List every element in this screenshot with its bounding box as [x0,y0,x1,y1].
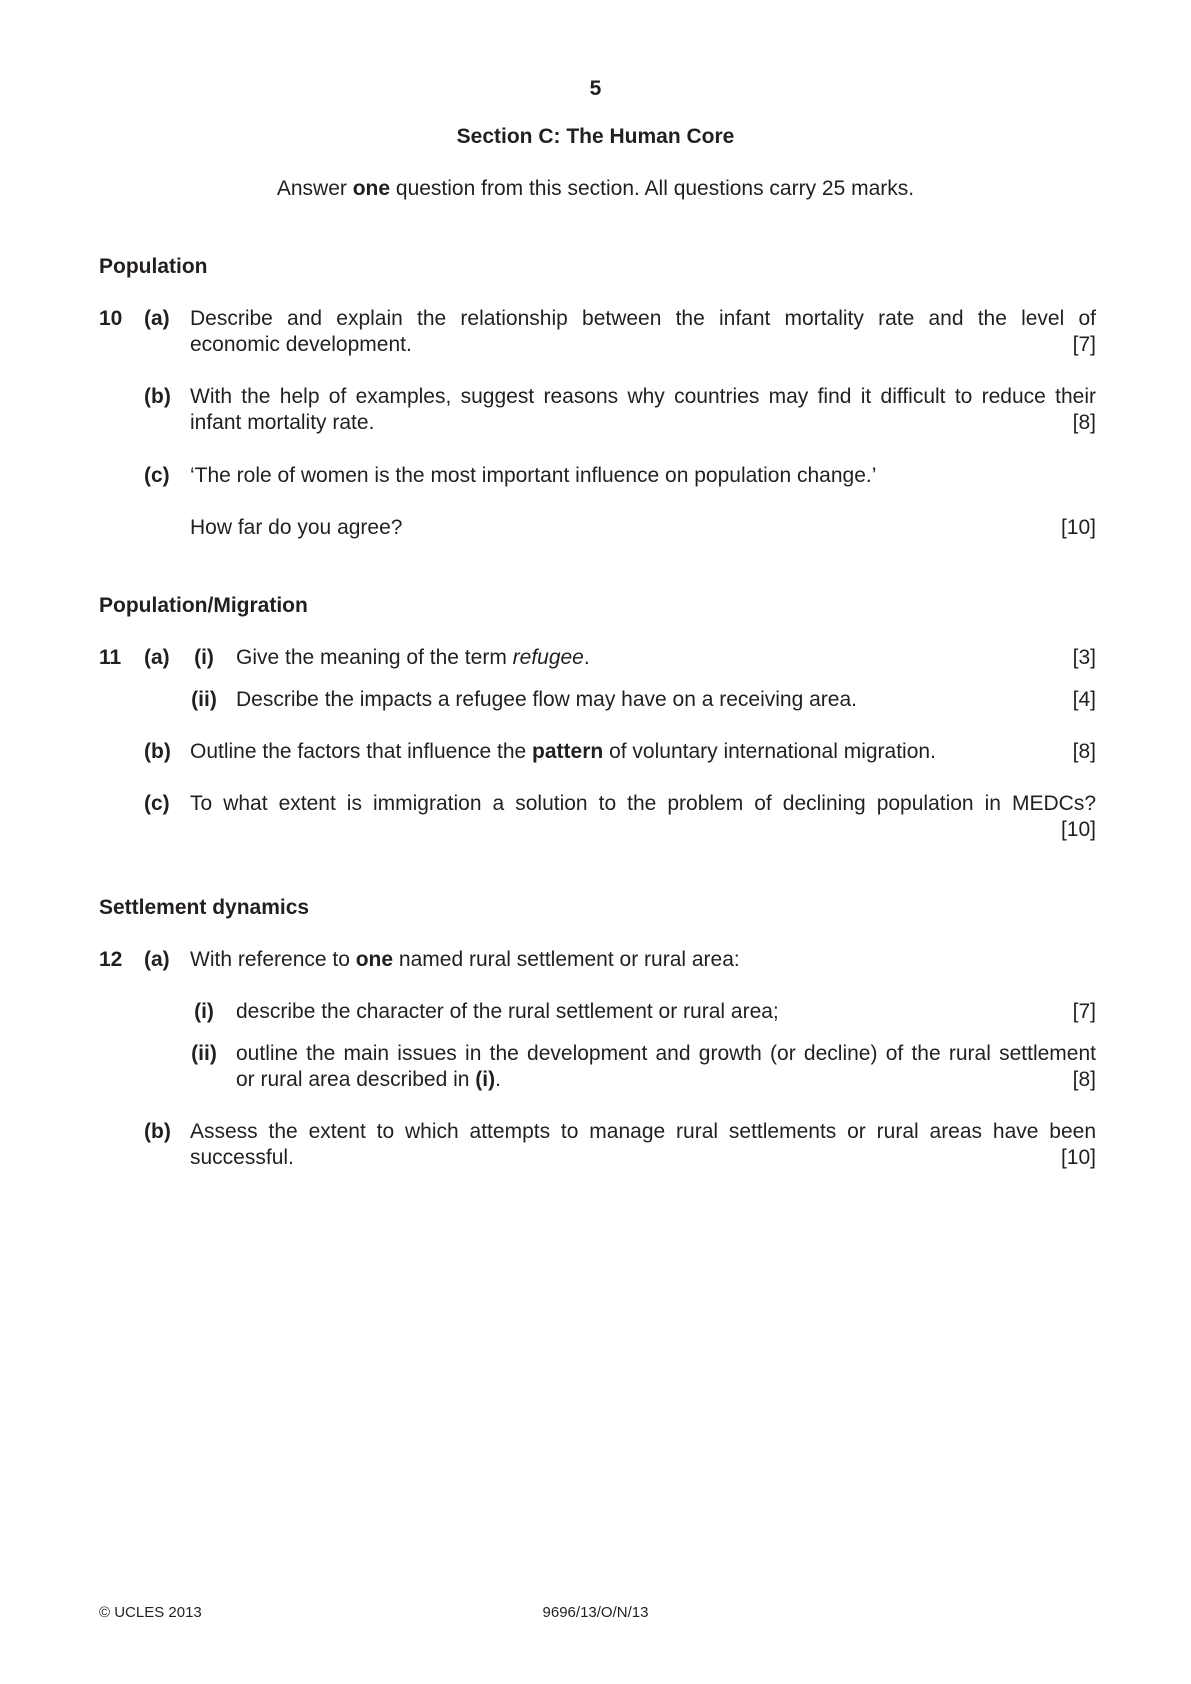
q12-a-bold: one [355,948,394,971]
question-number-11: 11 [99,646,122,669]
q10-a-line1: Describe and explain the relationship between the infant mortality rate and the level of [190,307,1096,330]
topic-heading-settlement-dynamics: Settlement dynamics [99,896,310,919]
q11-a-i-pre: Give the meaning of the term [236,646,513,669]
q12-b-text [190,1119,1096,1171]
q11-b-pre: Outline the factors that influence the [190,740,533,763]
q11-a-ii-label: (ii) [191,688,217,711]
q12-part-b-label: (b) [144,1120,171,1143]
q11-b-post: of voluntary international migration. [603,740,936,763]
instructions-post: question from this section. All questions carry 25 marks. [390,177,915,200]
q11-b-bold: pattern [532,740,604,763]
question-number-12: 12 [99,948,123,971]
q12-a-ii-line2-pre: or rural area described in [236,1068,476,1091]
q10-part-b-label: (b) [144,385,171,408]
topic-heading-population: Population [99,255,208,278]
question-number-10: 10 [99,307,123,330]
q12-a-i-mark: [7] [1072,1000,1096,1023]
q11-b-mark: [8] [1072,740,1096,763]
instructions-bold: one [352,177,391,200]
q12-b-mark: [10] [1060,1146,1096,1169]
q10-part-a-label: (a) [144,307,170,330]
q10-c-mark: [10] [1060,516,1096,539]
q11-a-i-label: (i) [194,646,214,669]
q12-a-i-label: (i) [194,1000,214,1023]
q11-a-i-text [236,645,1096,671]
q10-b-line1: With the help of examples, suggest reasons why countries may find it difficult to reduce their [190,385,1096,408]
q11-c-text: To what extent is immigration a solution to the problem of declining population in MEDCs? [190,792,1096,815]
q10-a-mark: [7] [1072,333,1096,356]
q11-part-a-label: (a) [144,646,170,669]
q11-a-ii-mark: [4] [1072,688,1096,711]
q10-part-b-text [190,384,1096,436]
q10-a-line2: economic development. [190,333,412,356]
q11-part-b-label: (b) [144,740,171,763]
q10-part-a-text [190,306,1096,358]
q11-a-ii-text: Describe the impacts a refugee flow may have on a receiving area. [236,688,857,711]
q10-b-mark: [8] [1072,411,1096,434]
q12-a-ii-text [236,1041,1096,1093]
footer-paper-code: 9696/13/O/N/13 [542,1604,649,1621]
q12-a-i-text: describe the character of the rural settlement or rural area; [236,1000,779,1023]
q12-a-ii-line2 [236,1067,1096,1093]
q12-part-a-label: (a) [144,948,170,971]
q10-c-quote: ‘The role of women is the most important influence on population change.’ [190,464,877,487]
q11-b-text [190,739,1096,765]
q12-a-pre: With reference to [190,948,356,971]
q11-a-i-term: refugee [512,646,584,669]
q12-a-text [190,947,1096,973]
q11-part-c-label: (c) [144,792,170,815]
footer-copyright: © UCLES 2013 [99,1604,202,1621]
q12-a-ii-label: (ii) [191,1042,217,1065]
section-instructions [0,176,1191,202]
page-number: 5 [589,77,602,100]
q11-c-mark: [10] [1060,818,1096,841]
section-title: Section C: The Human Core [456,125,735,148]
q11-a-i-post: . [583,646,590,669]
q12-a-ii-line2-bold: (i) [475,1068,496,1091]
q12-a-ii-mark: [8] [1072,1068,1096,1091]
instructions-pre: Answer [276,177,353,200]
q12-a-ii-line1: outline the main issues in the development and growth (or decline) of the rural settlement [236,1042,1096,1065]
q12-b-line1: Assess the extent to which attempts to manage rural settlements or rural areas have been [190,1120,1096,1143]
q10-b-line2: infant mortality rate. [190,411,375,434]
q10-c-question: How far do you agree? [190,516,403,539]
q11-a-i-mark: [3] [1072,646,1096,669]
q12-b-line2: successful. [190,1146,294,1169]
q10-part-c-label: (c) [144,464,170,487]
q12-a-post: named rural settlement or rural area: [393,948,740,971]
q12-a-ii-line2-post: . [495,1068,501,1091]
topic-heading-population-migration: Population/Migration [99,594,308,617]
